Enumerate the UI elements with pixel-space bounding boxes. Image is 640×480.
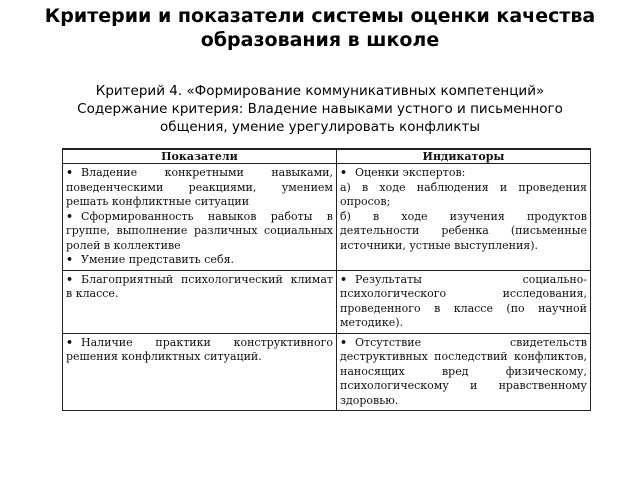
- title-line-1: Критерии и показатели системы оценки качества: [44, 5, 596, 27]
- list-item: а) в ходе наблюдения и проведения опросов;: [340, 180, 587, 208]
- header-metrics: Индикаторы: [337, 149, 591, 164]
- table-row: [63, 333, 591, 411]
- bullet-icon: •: [340, 166, 348, 179]
- list-item: б) в ходе изучения продуктов деятельности ребенка (письменные источники, устные выступления).: [340, 209, 587, 252]
- table-row: [63, 164, 591, 271]
- bullet-icon: •: [66, 272, 74, 286]
- list-item: • Умение представить себя.: [66, 253, 234, 266]
- table-cell-left: • Благоприятный психологический климат в классе.: [63, 270, 337, 333]
- criterion-line-2: Содержание критерия: Владение навыками устного и письменного: [77, 101, 563, 117]
- list-item: • Владение конкретными навыками, поведенческими реакциями, умением решать конфликтные ситуации: [66, 166, 333, 208]
- table-cell-right: [337, 164, 591, 271]
- criterion-line-3: общения, умение урегулировать конфликты: [160, 119, 480, 135]
- table-cell-right: • Отсутствие свидетельств деструктивных последствий конфликтов, наносящих вред физическому, психологическому и нравственному здоровью.: [337, 333, 591, 411]
- title-line-2: образования в школе: [200, 29, 440, 51]
- criterion-description: [0, 82, 640, 136]
- list-item: • Оценки экспертов:: [340, 166, 466, 179]
- bullet-icon: •: [66, 253, 74, 266]
- bullet-icon: •: [66, 166, 74, 179]
- page-title: [0, 4, 640, 52]
- criteria-table: [62, 148, 591, 411]
- table-cell-left: • Наличие практики конструктивного решения конфликтных ситуаций.: [63, 333, 337, 411]
- criterion-line-1: Критерий 4. «Формирование коммуникативных компетенций»: [95, 83, 545, 99]
- table-row: [63, 270, 591, 333]
- bullet-icon: •: [66, 335, 74, 349]
- bullet-icon: •: [340, 335, 348, 349]
- header-indicators: Показатели: [63, 149, 337, 164]
- table-cell-left: [63, 164, 337, 271]
- bullet-icon: •: [66, 209, 74, 223]
- list-item: • Сформированность навыков работы в группе, выполнение различных социальных ролей в коллективе: [66, 209, 333, 252]
- table-cell-right: • Результаты социально-психологического исследования, проведенного в классе (по научной методике).: [337, 270, 591, 333]
- bullet-icon: •: [340, 272, 348, 286]
- table-header-row: [63, 149, 591, 164]
